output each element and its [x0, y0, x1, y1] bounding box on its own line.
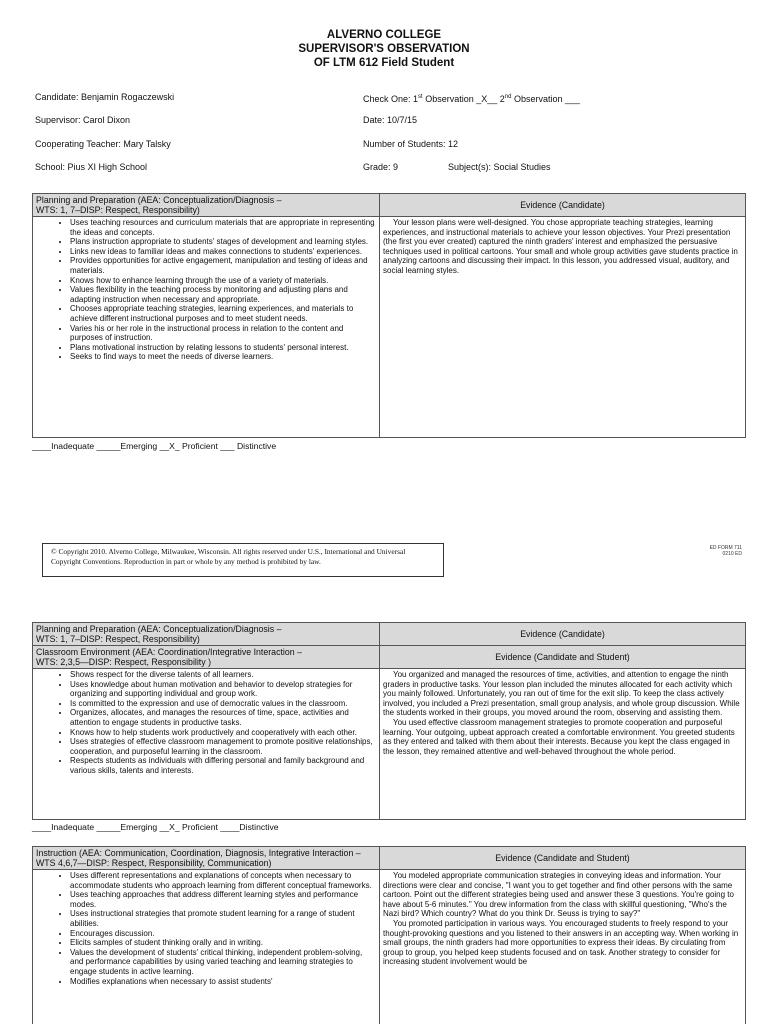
planning-rating: ____Inadequate _____Emerging __X_ Proficient ___ Distinctive — [32, 441, 277, 451]
evidence-header: Evidence (Candidate) — [520, 629, 605, 639]
date-field: Date: 10/7/15 — [363, 115, 418, 125]
supervisor-field: Supervisor: Carol Dixon — [35, 115, 131, 125]
criterion-item: • Values the development of students' critical thinking, independent problem-solving, and performance capabilities by using varied teaching and learning strategies to engage students in active learning. — [70, 948, 376, 977]
instruction-header: Instruction (AEA: Communication, Coordination, Diagnosis, Integrative Interaction – WTS 4,6,7—DISP: Respect, Responsibility, Communication) — [33, 847, 380, 869]
planning-evidence — [380, 217, 745, 437]
planning-header-repeat: Planning and Preparation (AEA: Conceptualization/Diagnosis – WTS: 1, 7–DISP: Respect, Responsibility) — [33, 623, 380, 645]
criterion-item: • Plans motivational instruction by relating lessons to students' personal interest. — [70, 343, 376, 353]
check-prefix: Check One: 1 — [363, 94, 419, 104]
check-sup2: nd — [504, 94, 512, 100]
criterion-item: • Uses knowledge about human motivation and behavior to develop strategies for organizing and supporting individual and group work. — [70, 680, 376, 699]
classroom-header-row-2 — [33, 646, 745, 669]
grade-field: Grade: 9 — [363, 162, 399, 172]
criterion-item: • Uses strategies of effective classroom management to promote positive relationships, cooperation, and purposeful learning in the classroom. — [70, 737, 376, 756]
criterion-item: • Encourages discussion. — [70, 929, 376, 939]
planning-table — [32, 193, 746, 438]
criterion-item: • Varies his or her role in the instructional process in relation to the content and purposes of instruction. — [70, 324, 376, 343]
check-gap: 2 — [497, 94, 505, 104]
evidence-header: Evidence (Candidate and Student) — [495, 853, 630, 863]
instruction-header-row — [33, 847, 745, 870]
check-mid: Observation — [422, 94, 477, 104]
evidence-header: Evidence (Candidate) — [520, 200, 605, 210]
classroom-table — [32, 622, 746, 820]
classroom-criteria — [33, 669, 380, 819]
check-sup1: st — [418, 94, 423, 100]
classroom-evidence — [380, 669, 745, 819]
criterion-item: • Chooses appropriate teaching strategies, learning experiences, and materials to achieve different instructional purposes and to meet student needs. — [70, 304, 376, 323]
candidate-field: Candidate: Benjamin Rogaczewski — [35, 92, 175, 102]
planning-criteria — [33, 217, 380, 437]
criterion-item: • Shows respect for the diverse talents of all learners. — [70, 670, 376, 680]
cooperating-teacher-field: Cooperating Teacher: Mary Talsky — [35, 139, 171, 149]
subjects-field: Subject(s): Social Studies — [448, 162, 551, 172]
criterion-item: • Uses teaching approaches that address different learning styles and performance modes. — [70, 890, 376, 909]
check-end: Observation ___ — [511, 94, 581, 104]
criterion-item: • Elicits samples of student thinking orally and in writing. — [70, 938, 376, 948]
instruction-table — [32, 846, 746, 1024]
criterion-item: • Knows how to enhance learning through the use of a variety of materials. — [70, 276, 376, 286]
criterion-item: • Values flexibility in the teaching process by monitoring and adjusting plans and adapting instruction when necessary and appropriate. — [70, 285, 376, 304]
classroom-header-row-1 — [33, 623, 745, 646]
classroom-header: Classroom Environment (AEA: Coordination/Integrative Interaction – WTS: 2,3,5—DISP: Respect, Responsibility ) — [33, 646, 380, 668]
criterion-item: • Provides opportunities for active engagement, manipulation and testing of ideas and materials. — [70, 256, 376, 275]
evidence-text: You used effective classroom management strategies to promote cooperation and purposeful learning. Your outgoing, upbeat approach created a comfortable environment. You greeted students as they entered and talked with them about their interests. Because you kept the class engaged in the lesson, they remained attentive and well-behaved throughout the whole period. — [383, 717, 735, 756]
planning-header: Planning and Preparation (AEA: Conceptualization/Diagnosis – WTS: 1, 7–DISP: Respect, Responsibility) — [33, 194, 380, 216]
criterion-item: • Plans instruction appropriate to students' stages of development and learning styles. — [70, 237, 376, 247]
criterion-item: • Knows how to help students work productively and cooperatively with each other. — [70, 728, 376, 738]
students-field: Number of Students: 12 — [363, 139, 459, 149]
criterion-item: • Uses instructional strategies that promote student learning for a range of student abilities. — [70, 909, 376, 928]
evidence-text: You modeled appropriate communication strategies in conveying ideas and information. Your directions were clear and concise, "I want you to get together and find other persons with the same cartoon. Point out the different strategies being used and answer these 3 questions. You're going to have about 5-6 minutes." You drew information from the class with skillful questioning, "Who's the Nazi bird? Which country? What do you think Dr. Seuss is trying to say?" — [383, 871, 734, 919]
instruction-evidence — [380, 870, 745, 1024]
criterion-item: • Uses teaching resources and curriculum materials that are appropriate in representing the ideas and concepts. — [70, 218, 376, 237]
criterion-item: • Is committed to the expression and use of democratic values in the classroom. — [70, 699, 376, 709]
planning-header-row — [33, 194, 745, 217]
form-title: SUPERVISOR'S OBSERVATION — [298, 43, 470, 55]
criterion-item: • Organizes, allocates, and manages the resources of time, space, activities and attention to engage students in productive tasks. — [70, 708, 376, 727]
check-mark: _X__ — [476, 94, 498, 104]
classroom-rating: ____Inadequate _____Emerging __X_ Proficient ____Distinctive — [32, 822, 279, 832]
instruction-body-row — [33, 870, 745, 1024]
copyright-notice: © Copyright 2010. Alverno College, Milwaukee, Wisconsin. All rights reserved under U.S., International and Universal Copyright Conventions. Reproduction in part or whole by any method is prohibited by law. — [42, 543, 444, 577]
criterion-item: • Respects students as individuals with differing personal and family background and various skills, talents and interests. — [70, 756, 376, 775]
criterion-item: • Seeks to find ways to meet the needs of diverse learners. — [70, 352, 376, 362]
classroom-body-row — [33, 669, 745, 819]
criterion-item: • Uses different representations and explanations of concepts when necessary to accommodate students who approach learning from different conceptual frameworks. — [70, 871, 376, 890]
school-field: School: Pius XI High School — [35, 162, 148, 172]
evidence-header: Evidence (Candidate and Student) — [495, 652, 630, 662]
check-one-field — [363, 92, 580, 105]
evidence-text: You promoted participation in various ways. You encouraged students to freely respond to your thought-provoking questions and you listened to their answers in an accepting way. When working in small groups, the ninth graders had more opportunities to express their ideas. By circulating from group to group, you helped keep students focused and on task. Another strategy to consider for increasing student involvement would be — [383, 918, 739, 967]
form-subtitle: OF LTM 612 Field Student — [313, 57, 455, 69]
form-code: ED FORM 711 0210 ED — [709, 545, 742, 557]
criterion-item: • Links new ideas to familiar ideas and makes connections to students' experiences. — [70, 247, 376, 257]
planning-body-row — [33, 217, 745, 437]
evidence-text: You organized and managed the resources of time, activities, and attention to engage the ninth graders in productive tasks. Your lesson plan included the minutes allocated for each activity which you mainly followed. Unfortunately, you ran out of time for the exit slip. To keep the class actively involved, you included a Prezi presentation, small group analysis, and whole group discussion. While the students worked in their groups, you moved around the room, observing and assisting them. — [383, 670, 740, 718]
evidence-text: Your lesson plans were well-designed. You chose appropriate teaching strategies, learning experiences, and instructional materials to achieve your lesson objectives. Your Prezi presentation (the first you ever created) captured the ninth graders' interest and emphasized the persuasive techniques used in political cartoons. Your small and whole group activities gave students practice in analyzing cartoons and discussing their impact. In this lesson, you addressed visual, auditory, and social learning styles. — [383, 218, 738, 275]
criterion-item: • Modifies explanations when necessary to assist students' — [70, 977, 376, 987]
college-name: ALVERNO COLLEGE — [326, 29, 442, 41]
instruction-criteria — [33, 870, 380, 1024]
